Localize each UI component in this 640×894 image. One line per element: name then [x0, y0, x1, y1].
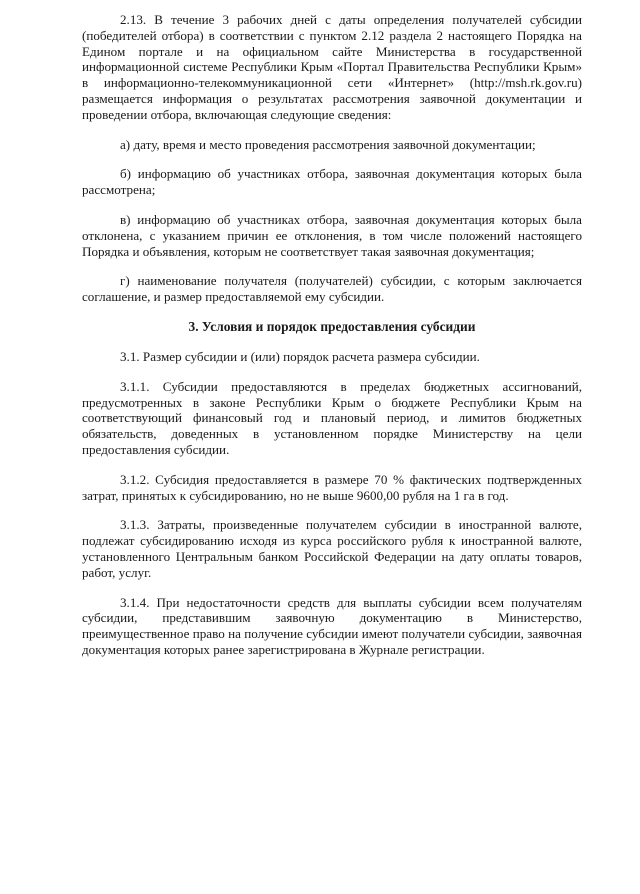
paragraph-3-1-4: 3.1.4. При недостаточности средств для выплаты субсидии всем получателям субсидии, представившим заявочную документацию в Министерство, преимущественное право на получение субсидии имеют получатели субсидии, заявочная документация которых ранее зарегистрирована в Журнале регистрации.: [82, 594, 582, 657]
document-page: [82, 12, 582, 658]
section-3-heading: 3. Условия и порядок предоставления субсидии: [188, 318, 476, 334]
paragraph-3-1-2: 3.1.2. Субсидия предоставляется в размере 70 % фактических подтвержденных затрат, принятых к субсидированию, но не выше 9600,00 рубля на 1 га в год.: [82, 471, 582, 503]
list-item-g: г) наименование получателя (получателей) субсидии, с которым заключается соглашение, и размер предоставляемой ему субсидии.: [82, 273, 582, 305]
paragraph-3-1-3: 3.1.3. Затраты, произведенные получателем субсидии в иностранной валюте, подлежат субсидированию исходя из курса российского рубля к иностранной валюте, установленного Центральным банком Российской Федерации на дату оплаты товаров, работ, услуг.: [82, 517, 582, 580]
paragraph-3-1: 3.1. Размер субсидии и (или) порядок расчета размера субсидии.: [120, 348, 480, 364]
paragraph-3-1-1: 3.1.1. Субсидии предоставляются в пределах бюджетных ассигнований, предусмотренных в законе Республики Крым о бюджете Республики Крым на соответствующий финансовый год и плановый период, и лимитов бюджетных обязательств, доведенных в установленном порядке Министерству на цели предоставления субсидии.: [82, 378, 582, 457]
list-item-a: а) дату, время и место проведения рассмотрения заявочной документации;: [120, 136, 536, 152]
paragraph-2-13: 2.13. В течение 3 рабочих дней с даты определения получателей субсидии (победителей отбора) в соответствии с пунктом 2.12 раздела 2 настоящего Порядка на Едином портале и на официальном сайте Министерства в государственной информационной системе Республики Крым «Портал Правительства Республики Крым» в информационно-телекоммуникационной сети «Интернет» (http://msh.rk.gov.ru) размещается информация о результатах рассмотрения заявочной документации и проведении отбора, включающая следующие сведения:: [82, 12, 582, 122]
list-item-v: в) информацию об участниках отбора, заявочная документация которых была отклонена, с указанием причин ее отклонения, в том числе положений настоящего Порядка и объявления, которым не соответствует такая заявочная документация;: [82, 211, 582, 259]
list-item-b: б) информацию об участниках отбора, заявочная документация которых была рассмотрена;: [82, 166, 582, 198]
